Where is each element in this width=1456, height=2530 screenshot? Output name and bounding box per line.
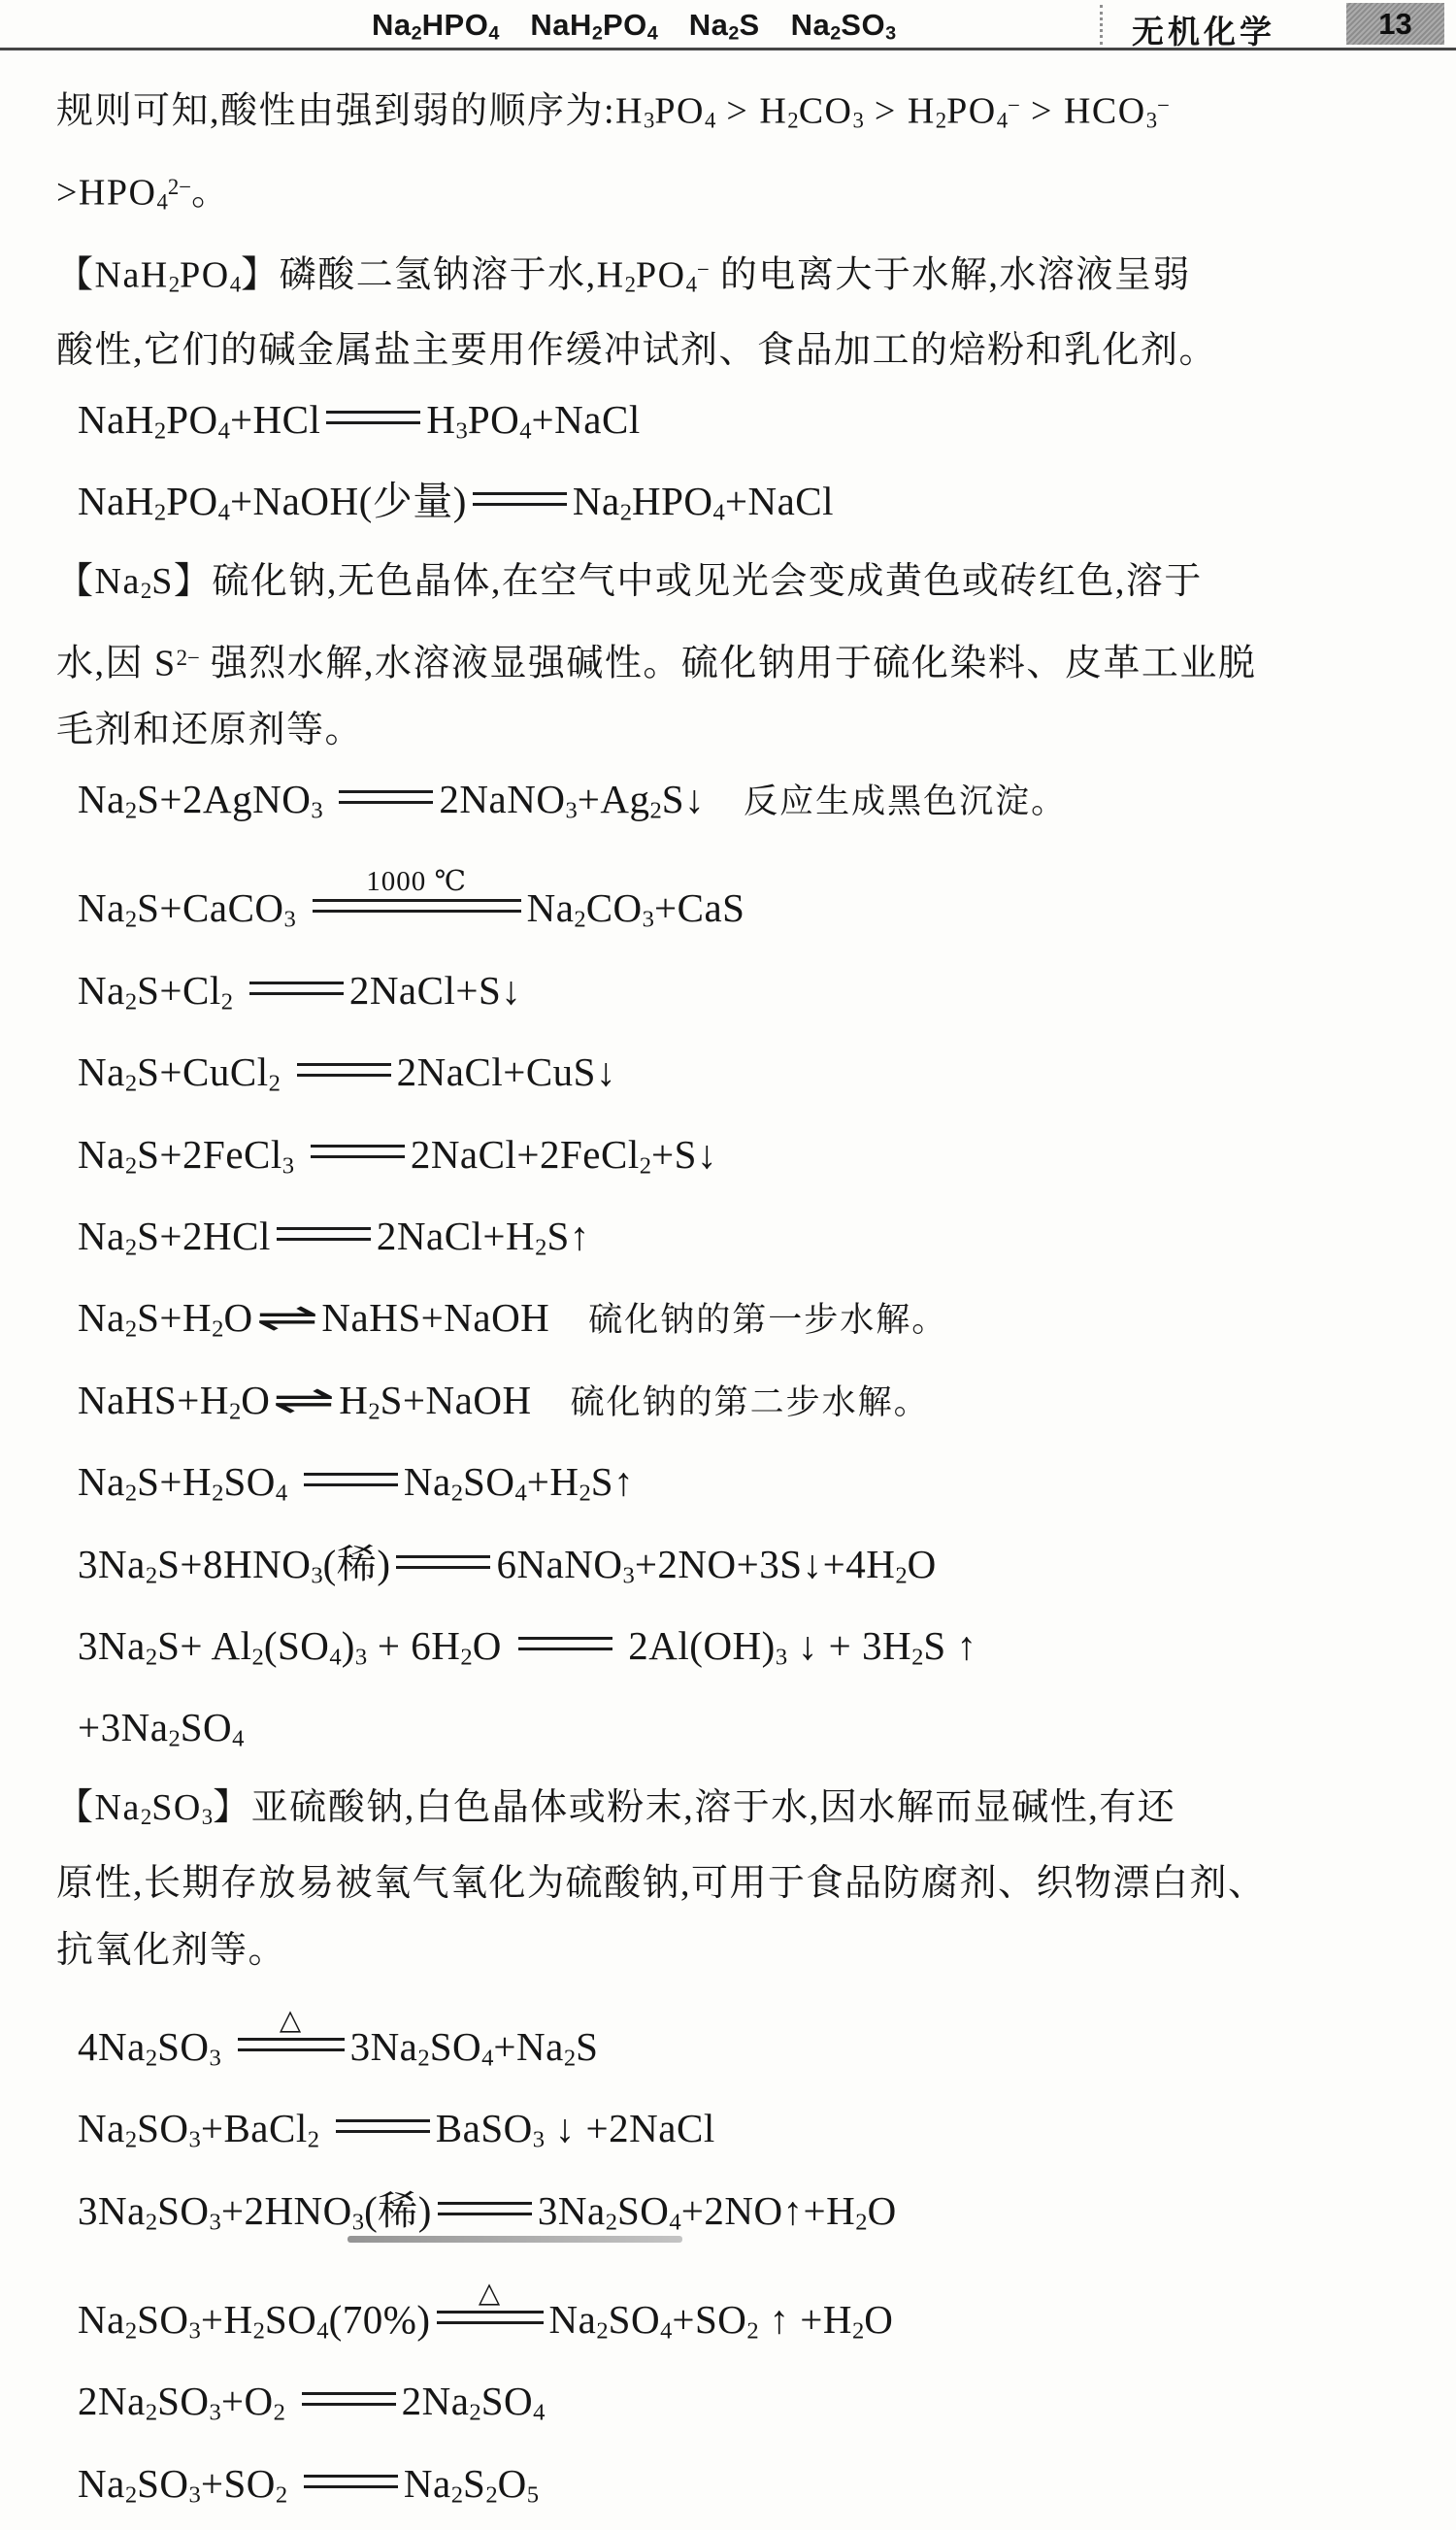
equation-line: $3Na_2SO_3+2HNO_3$(稀) $3Na_2SO_4+2NO↑+H_2O$ [78,2187,897,2235]
text-line: 【$Na_2SO_3$】亚硫酸钠,白色晶体或粉末,溶于水,因水解而显碱性,有还 [56,1786,1176,1829]
reaction-condition-label: 1000 ℃ [366,866,467,898]
equation-line: $Na_2S+CaCO_3$ 1000 ℃ $Na_2CO_3+CaS$ [78,866,745,933]
equation-line: $Na_2S+2HCl$ $2NaCl+H_2S↑$ [78,1213,590,1261]
equals-sign [518,1637,612,1650]
text-line: 酸性,它们的碱金属盐主要用作缓冲试剂、食品加工的焙粉和乳化剂。 [56,329,1218,371]
equation-line: $2Na_2SO_3+O_2$ $2Na_2SO_4$ [78,2379,546,2426]
text-line: 原性,长期存放易被氧气氧化为硫酸钠,可用于食品防腐剂、织物漂白剂、 [56,1862,1267,1904]
text-line: 【$NaH_2PO_4$】磷酸二氢钠溶于水$,H_2PO_4^-$ 的电离大于水解,水溶液呈弱 [56,253,1191,296]
equation-line: $Na_2SO_3+H_2SO_4(70\%)$ △ $Na_2SO_4+SO_2$ ↑ $+H_2O$ [78,2277,894,2345]
equation-line: $Na_2SO_3+SO_2$ $Na_2S_2O_5$ [78,2460,540,2509]
text-line: 抗氧化剂等。 [56,1929,287,1971]
equals-sign [277,1227,371,1241]
header-section-title: 无机化学 [1132,14,1275,50]
equals-sign [304,1473,398,1486]
text-line: $>HPO_4^{2-}$。 [56,172,230,215]
equals-sign [249,982,344,995]
equation-note: 硫化钠的第一步水解。 [588,1301,948,1340]
equation-line: $3Na_2S+8HNO_3$(稀) $6NaNO_3+2NO+3S↓+4H_2O$ [78,1541,937,1588]
equation-line: $Na_2S+2AgNO_3$ $2NaNO_3+Ag_2S↓$ 反应生成黑色沉淀。 [78,776,1068,824]
equation-line: $3Na_2S+ Al_2(SO_4)_3 + 6H_2O$ $2Al(OH)_3$ ↓ + $3H_2S$ ↑ [78,1622,977,1671]
equals-sign [238,2004,345,2051]
equals-sign [311,1145,405,1158]
equals-sign [336,2119,430,2133]
equals-sign [302,2392,396,2406]
equation-line: $Na_2S+H_2SO_4$ $Na_2SO_4+H_2S↑$ [78,1459,635,1507]
equation-line: $Na_2S+2FeCl_3$ 2NaCl+2FeCl$_2$+S↓ [78,1131,717,1179]
equals-sign [313,866,521,913]
equals-sign [438,2202,532,2215]
equals-sign [396,1555,490,1569]
scan-artifact [347,2236,682,2243]
text-line: 毛剂和还原剂等。 [56,709,364,750]
equation-line: $Na_2SO_3+BaCl_2$ BaSO$_3$ ↓ +2NaCl [78,2106,715,2153]
equation-line: $NaH_2PO_4+HCl$ $H_3PO_4+NaCl$ [78,396,641,445]
text-line: 规则可知,酸性由强到弱的顺序为$:H_3PO_4 > H_2CO_3 > H_2PO_4^- > HCO_3^-$ [56,90,1170,133]
header-running-formulas: $Na_2HPO_4$ $NaH_2PO_4$ $Na_2S$ $Na_2SO_3$ [372,8,897,45]
text-line: 水,因 $S^{2-}$ 强烈水解,水溶液显强碱性。硫化钠用于硫化染料、皮革工业脱 [56,642,1257,683]
equation-note: 反应生成黑色沉淀。 [744,782,1068,820]
page-number: 13 [1378,6,1412,41]
equals-sign [326,411,420,424]
reaction-condition-label: △ [279,2004,303,2036]
equation-line: $+3Na_2SO_4$ [78,1705,245,1752]
page-body [0,50,1456,2530]
equation-line: $Na_2S+H_2O\rightleftharpoons NaHS+NaOH$ 硫化钠的第一步水解。 [56,1282,1417,1364]
equals-sign [473,492,567,506]
equation-line: $4Na_2SO_3$ △ $3Na_2SO_4+Na_2S$ [78,2004,599,2072]
equation-note: 硫化钠的第二步水解。 [570,1382,930,1421]
equals-sign [297,1063,391,1077]
reversible-arrow: ⇌ [272,1376,337,1423]
equation-line: $NaH_2PO_4+NaOH$(少量) $Na_2HPO_4+NaCl$ [78,479,835,526]
header-divider [1100,5,1103,45]
equals-sign [437,2277,544,2324]
equation-line: $Na_2S+Cl_2$ 2NaCl+S↓ [78,967,522,1015]
equation-line: $Na_2S+CuCl_2$ 2NaCl+CuS↓ [78,1049,616,1097]
equals-sign [339,790,433,804]
equation-line: $NaHS+H_2O\rightleftharpoons H_2S+NaOH$ 硫化钠的第二步水解。 [56,1365,1417,1447]
reaction-condition-label: △ [478,2277,502,2309]
equals-sign [304,2475,398,2488]
page-header [0,0,1456,50]
reversible-arrow: ⇌ [254,1294,320,1342]
page-number-badge [1346,3,1444,45]
text-line: 【$Na_2S$】硫化钠,无色晶体,在空气中或见光会变成黄色或砖红色,溶于 [56,560,1203,603]
